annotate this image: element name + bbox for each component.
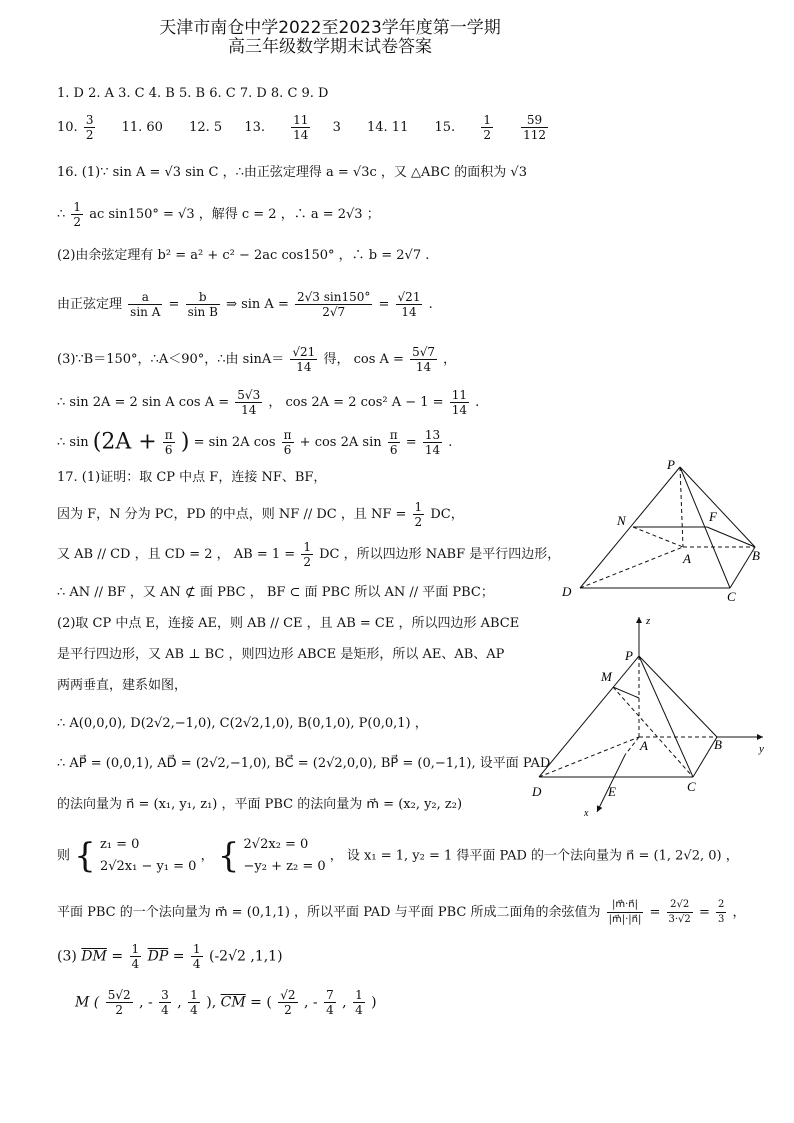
label-p: P (625, 648, 633, 663)
q17-line13-f-num: 1 (131, 942, 140, 956)
q16-line4-f2-num: b (186, 290, 220, 305)
q11-answer: 11. 60 (121, 120, 163, 135)
label-e: E (608, 784, 616, 799)
q15-a-den: 2 (483, 128, 491, 142)
q17-brace-2: { (217, 836, 240, 876)
edge-pa (680, 467, 683, 547)
q17-line12-end: ， (732, 905, 746, 920)
label-n: N (617, 513, 626, 528)
q17-line14-f4-num: √2 (280, 988, 296, 1002)
q16-line7-pre: ∴ sin (57, 435, 89, 450)
q17-line13-g-num: 1 (192, 942, 201, 956)
q10-den: 2 (85, 128, 94, 142)
q17-line-11 (57, 834, 739, 878)
q16-line4-f1-num: a (128, 290, 162, 305)
q17-line12-f3-num: 2 (716, 898, 726, 913)
q17-line-1: 17. (1)证明：取 CP 中点 F，连接 NF、BF， (57, 470, 327, 485)
q17-part3-label: (3) (57, 948, 77, 965)
q16-line4-f4-num: √21 (397, 290, 421, 304)
label-a: A (683, 551, 691, 566)
q16-line7-paren-open: (2A + (92, 429, 157, 455)
q17-line14-f6 (353, 988, 365, 1017)
q16-line5-f2-den: 14 (415, 360, 432, 374)
q17-line14-f1 (106, 988, 133, 1017)
q16-line4-mid3: = (378, 297, 390, 312)
q17-line2-den: 2 (414, 515, 423, 529)
segment-cm (613, 687, 693, 777)
q17-line3-num: 1 (303, 540, 311, 554)
label-a: A (640, 738, 648, 753)
q17-line14-sep5: , (342, 994, 347, 1011)
q13-extra: 3 (332, 120, 341, 135)
label-b: B (752, 548, 760, 563)
q16-line4-mid2: ⇒ sin A = (226, 297, 289, 312)
q17-line12-eq: = (649, 905, 661, 920)
q16-line6-f1-den: 14 (241, 403, 257, 417)
q17-sys2-eq-b: −y₂ + z₂ = 0 (243, 859, 326, 874)
q16-line4-f3 (295, 290, 372, 319)
q17-line14-f4-den: 2 (284, 1003, 292, 1017)
q17-line14-f1-num: 5√2 (107, 988, 131, 1002)
label-z: z (646, 615, 651, 627)
q17-vector-dp: $\overline{DP}$ (147, 948, 169, 965)
q10-num: 3 (85, 113, 94, 127)
q16-line7-end: . (448, 435, 453, 450)
q16-line7-paren-close: ) (180, 429, 190, 455)
q12-answer: 12. 5 (189, 120, 223, 135)
label-d: D (532, 784, 542, 799)
q16-line4-f1-den: sin A (130, 305, 161, 319)
q17-line13-g (191, 942, 203, 971)
q17-line3-fraction (301, 540, 313, 569)
segment-m (613, 687, 639, 698)
q16-line2-post: ac sin150° = √3 ，解得 c = 2 ，∴ a = 2√3 ； (89, 207, 380, 222)
q10-fraction (84, 113, 96, 142)
label-m: M (601, 669, 612, 684)
label-p: P (667, 457, 675, 472)
q16-line6-end: . (475, 395, 480, 410)
label-y: y (759, 743, 764, 755)
answers-row-1: 1. D 2. A 3. C 4. B 5. B 6. C 7. D 8. C 9. D (57, 86, 329, 101)
q16-line7-mid1: = sin 2A cos (193, 435, 276, 450)
answers-row-2 (57, 113, 550, 142)
q13-fraction (291, 113, 310, 142)
q16-line-4 (57, 290, 433, 319)
q16-line7-pi3-den: 6 (389, 443, 398, 457)
q17-line12-pre: 平面 PBC 的一个法向量为 m⃗ = (0,1,1) ，所以平面 PAD 与平面 PBC 所成二面角的余弦值为 (57, 905, 601, 920)
q17-line14-f4 (278, 988, 297, 1017)
q17-brace-1: { (74, 836, 96, 876)
q13-label: 13. (244, 120, 266, 135)
q17-sys1-eq-b: 2√2x₁ − y₁ = 0 (99, 859, 197, 874)
q17-line3-post: DC ，所以四边形 NABF 是平行四边形， (319, 547, 561, 562)
q16-line5-f1-num: √21 (292, 345, 316, 359)
q16-line4-pre: 由正弦定理 (57, 297, 123, 312)
q15-a-num: 1 (483, 113, 491, 127)
q17-sys2-eq-a: 2√2x₂ = 0 (243, 837, 309, 852)
q17-line13-eq: = (111, 948, 124, 965)
q16-line7-pi2-num: π (283, 428, 292, 442)
q17-line14-f2-num: 3 (161, 988, 169, 1002)
q17-vector-dm: $\overline{DM}$ (81, 948, 107, 965)
q15-b-num: 59 (521, 113, 548, 128)
q16-line5-pre: (3)∵B＝150°，∴A＜90°，∴由 sinA＝ (57, 352, 285, 367)
label-c: C (687, 779, 696, 794)
q15-b-den: 112 (523, 128, 547, 142)
q17-point-m: M ( (75, 994, 100, 1011)
edge-pb (680, 467, 755, 547)
q17-line14-sep2: , (177, 994, 182, 1011)
q17-line-8: ∴ A(0,0,0), D(2√2,−1,0), C(2√2,1,0), B(0,1,0), P(0,0,1) ， (57, 716, 428, 731)
page-title-line2: 高三年级数学期末试卷答案 (228, 37, 432, 57)
q16-line2-den: 2 (73, 215, 82, 229)
q16-line-3: (2)由余弦定理有 b² = a² + c² − 2ac cos150° ，∴ b = 2√7 . (57, 248, 430, 263)
q17-system-1 (100, 834, 197, 878)
q16-line5-f2-num: 5√7 (412, 345, 435, 359)
q17-line12-f2 (667, 898, 693, 927)
label-d: D (562, 584, 572, 599)
q17-line14-f3 (188, 988, 200, 1017)
q16-line7-pi (163, 428, 175, 457)
q16-line7-eq: = (405, 435, 417, 450)
q17-line3-pre: 又 AB // CD ，且 CD = 2 ， AB = 1 = (57, 547, 296, 562)
q17-line2-num: 1 (414, 500, 423, 514)
q14-answer: 14. 11 (367, 120, 409, 135)
q16-line2-pre: ∴ (57, 207, 66, 222)
q17-line-2 (57, 500, 464, 529)
q16-line7-pi-2 (282, 428, 294, 457)
q17-line11-post: ， 设 x₁ = 1, y₂ = 1 得平面 PAD 的一个法向量为 n⃗ = (1, 2√2, 0) ， (329, 848, 739, 864)
q16-line5-f1 (290, 345, 317, 374)
q17-line-4: ∴ AN // BF ，又 AN ⊄ 面 PBC ， BF ⊂ 面 PBC 所以 AN // 平面 PBC； (57, 585, 494, 600)
q17-line14-f5-num: 7 (326, 988, 334, 1002)
q17-line12-f2-num: 2√2 (667, 898, 693, 913)
q17-line-5: (2)取 CP 中点 E，连接 AE，则 AB // CE ，且 AB = CE ，所以四边形 ABCE (57, 616, 520, 631)
q13-num: 11 (293, 113, 309, 127)
q16-line6-mid: ， cos 2A = 2 cos² A − 1 = (268, 395, 444, 410)
q16-line4-f2 (186, 290, 220, 319)
q17-line14-eq: = ( (250, 994, 272, 1011)
pyramid-figure-1 (555, 455, 775, 605)
q17-vector-cm: $\overline{CM}$ (220, 994, 246, 1011)
edge-pc (639, 656, 693, 777)
q17-line13-eq2: = (172, 948, 185, 965)
label-x: x (584, 808, 589, 819)
q17-line12-f1 (607, 898, 644, 927)
q16-line7-res-den: 14 (424, 443, 441, 457)
q17-line-6: 是平行四边形，又 AB ⊥ BC ，则四边形 ABCE 是矩形，所以 AE、AB、AP (57, 647, 505, 662)
q16-line7-pi3-num: π (389, 428, 398, 442)
q17-line-12 (57, 898, 746, 927)
q16-line5-mid: 得， cos A = (323, 352, 404, 367)
q17-line11-pre: 则 (57, 848, 71, 864)
q16-line7-pi2-den: 6 (283, 443, 292, 457)
q17-line12-eq2: = (698, 905, 710, 920)
q16-line2-fraction (71, 200, 83, 229)
q17-line13-vec: (-2√2 ,1,1) (208, 948, 283, 965)
q16-line-1: 16. (1)∵ sin A = √3 sin C ，∴由正弦定理得 a = √3c ，又 △ABC 的面积为 √3 (57, 165, 527, 180)
q15-label: 15. (434, 120, 456, 135)
q17-line14-f1-den: 2 (115, 1003, 123, 1017)
q17-line14-f5 (324, 988, 336, 1017)
q17-line14-f2 (159, 988, 171, 1017)
q16-line7-mid2: + cos 2A sin (299, 435, 382, 450)
q17-system-2 (244, 834, 326, 878)
q17-line12-f3-den: 3 (717, 914, 725, 925)
q16-line4-f4-den: 14 (401, 305, 417, 319)
q16-line4-f1 (128, 290, 162, 319)
edge-pd (539, 656, 639, 777)
q17-line14-f5-den: 4 (326, 1003, 334, 1017)
q17-line14-f3-den: 4 (190, 1003, 198, 1017)
q16-line6-f2 (450, 388, 469, 417)
q17-line12-f3 (716, 898, 726, 927)
q16-line7-pi-3 (388, 428, 400, 457)
label-c: C (727, 589, 736, 604)
q17-line2-post: DC， (430, 507, 464, 522)
q16-line4-mid: = (168, 297, 180, 312)
q16-line7-pi-den: 6 (164, 443, 173, 457)
segment-fb (707, 527, 755, 547)
q16-line5-f2 (410, 345, 437, 374)
q15-fraction-b (521, 113, 548, 142)
q16-line7-res-num: 13 (424, 428, 441, 442)
q16-line-7 (57, 428, 452, 457)
q17-line12-f1-den: |m⃗|·|n⃗| (608, 914, 642, 925)
q16-line6-f2-num: 11 (451, 388, 467, 402)
q16-line4-f3-den: 2√7 (322, 305, 346, 319)
q16-line5-end: ， (443, 352, 457, 367)
q16-line6-pre: ∴ sin 2A = 2 sin A cos A = (57, 395, 230, 410)
q17-line14-sep3: ), (206, 994, 217, 1011)
q17-line2-pre: 因为 F，N 分为 PC，PD 的中点，则 NF // DC ，且 NF = (57, 507, 407, 522)
q16-line4-end: . (428, 297, 433, 312)
q15-fraction-a (481, 113, 493, 142)
page-title-line1: 天津市南仓中学2022至2023学年度第一学期 (159, 18, 501, 38)
edge-da (580, 547, 683, 588)
segment-na (633, 527, 683, 547)
pyramid-figure-2 (525, 612, 775, 822)
q17-sys1-eq-a: z₁ = 0 (99, 837, 140, 852)
q17-line11-sep: ， (200, 848, 214, 864)
q17-line13-g-den: 4 (192, 957, 201, 971)
q16-line-6 (57, 388, 479, 417)
q17-line14-end: ) (371, 994, 377, 1011)
q17-line2-fraction (413, 500, 425, 529)
label-f: F (709, 509, 717, 524)
q17-line-14 (75, 988, 377, 1017)
q16-line5-f1-den: 14 (296, 360, 312, 374)
q17-line14-f2-den: 4 (161, 1003, 169, 1017)
q10-label: 10. (57, 120, 78, 135)
q17-line-10: 的法向量为 n⃗ = (x₁, y₁, z₁) ，平面 PBC 的法向量为 m⃗ = (x₂, y₂, z₂) (57, 797, 463, 812)
q16-line4-f4 (396, 290, 423, 319)
q16-line6-f1-num: 5√3 (237, 388, 261, 402)
q17-line13-f (130, 942, 142, 971)
q17-line13-f-den: 4 (131, 957, 140, 971)
q16-line6-f2-den: 14 (451, 403, 467, 417)
q17-line12-f1-num: |m⃗·n⃗| (607, 898, 644, 913)
q17-line14-f6-den: 4 (355, 1003, 363, 1017)
q17-line14-f3-num: 1 (190, 988, 198, 1002)
q17-line-3 (57, 540, 560, 569)
q17-line-7: 两两垂直，建系如图， (57, 678, 188, 693)
q13-den: 14 (293, 128, 309, 142)
q16-line-5 (57, 345, 456, 374)
q17-line14-sep1: , - (139, 994, 153, 1011)
q17-line12-f2-den: 3·√2 (668, 914, 691, 925)
q16-line4-f3-num: 2√3 sin150° (296, 290, 371, 304)
q16-line7-pi-num: π (164, 428, 173, 442)
q16-line-2 (57, 200, 380, 229)
q16-line7-result (423, 428, 442, 457)
q17-line3-den: 2 (303, 555, 311, 569)
q17-line-9: ∴ AP⃗ = (0,0,1), AD⃗ = (2√2,−1,0), BC⃗ = (2√2,0,0), BP⃗ = (0,−1,1), 设平面 PAD (57, 756, 551, 771)
label-b: B (714, 737, 722, 752)
q17-line14-sep4: , - (303, 994, 318, 1011)
q16-line4-f2-den: sin B (187, 305, 218, 319)
q17-line14-f6-num: 1 (355, 988, 363, 1002)
q17-line-13 (57, 942, 283, 971)
q16-line6-f1 (235, 388, 262, 417)
edge-pb (639, 656, 717, 737)
q16-line2-num: 1 (73, 200, 82, 214)
